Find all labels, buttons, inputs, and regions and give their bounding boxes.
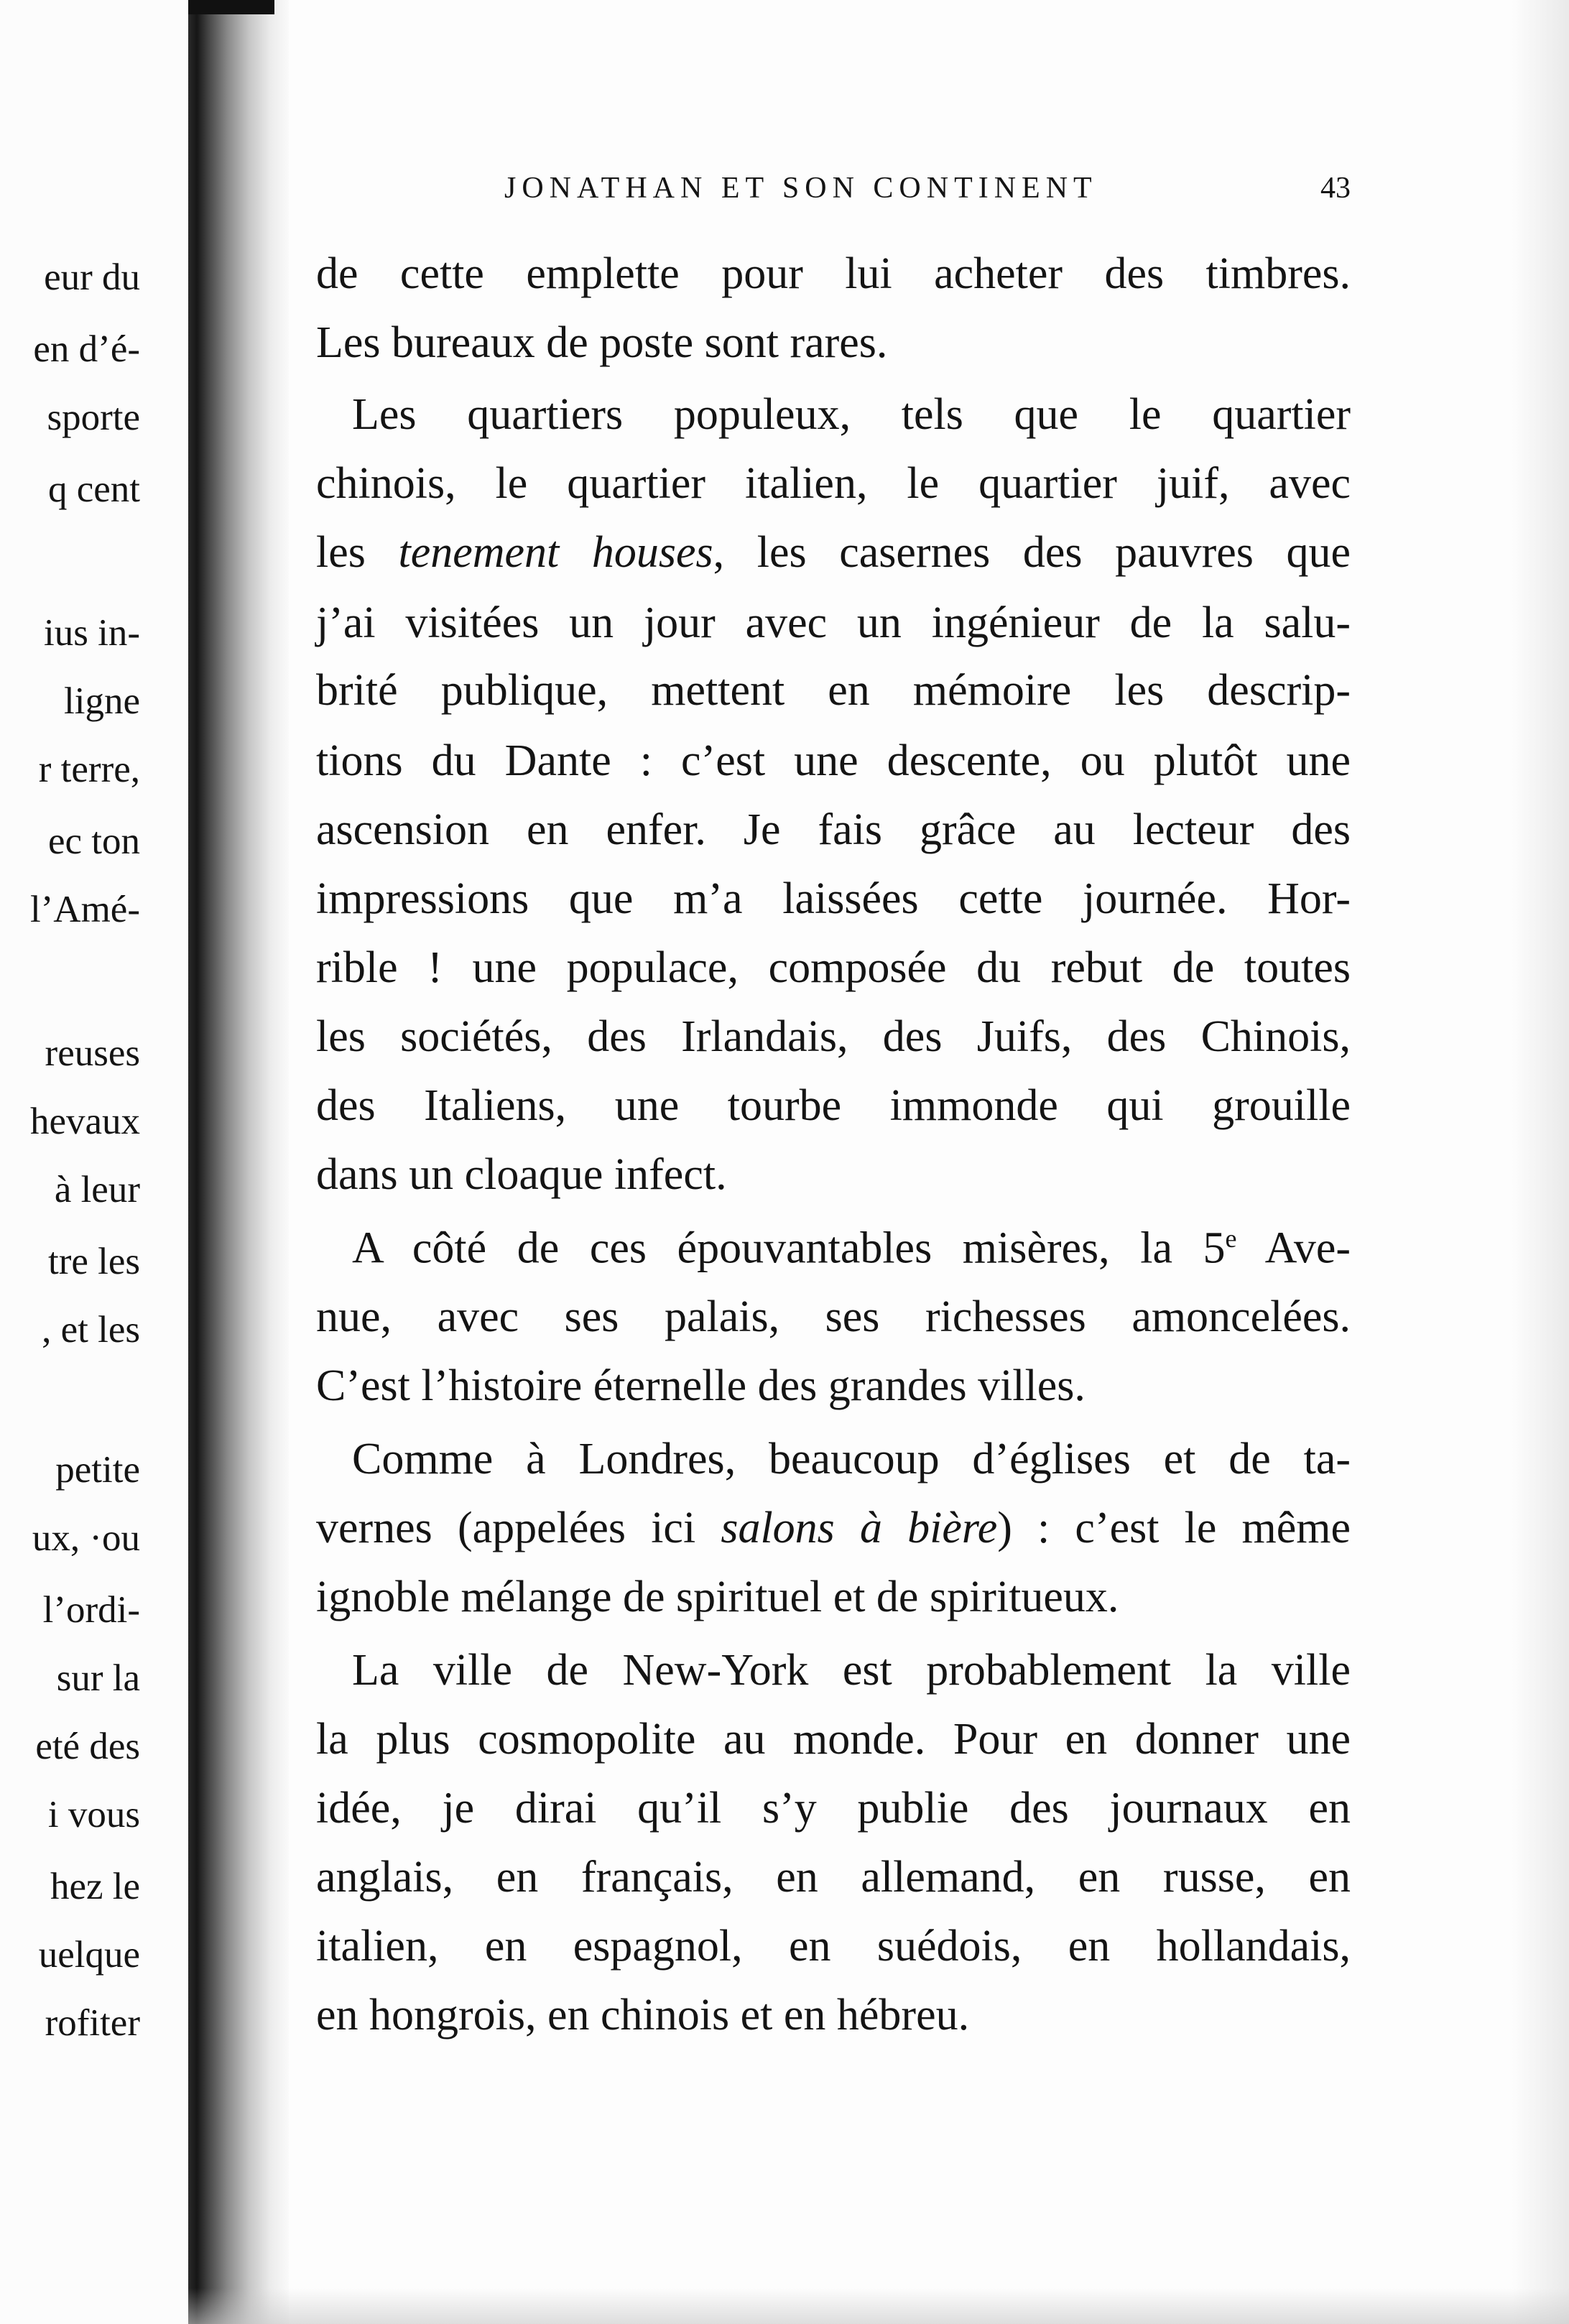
text-line: j’ai visitées un jour avec un ingénieur de la salu-: [316, 598, 1351, 647]
facing-page-line: hevaux: [29, 1101, 140, 1142]
facing-page-line: eur du: [44, 256, 140, 298]
text-line: vernes (appelées ici salons à bière) : c’est le même: [316, 1504, 1351, 1552]
text-line: La ville de New-York est probablement la ville: [352, 1646, 1351, 1695]
text-line: la plus cosmopolite au monde. Pour en donner une: [316, 1715, 1351, 1764]
facing-page-line: l’Amé-: [29, 889, 140, 930]
text-line: de cette emplette pour lui acheter des timbres.: [316, 249, 1351, 298]
facing-page-line: tre les: [47, 1241, 140, 1282]
facing-page-line: r terre,: [38, 749, 140, 790]
text-line: chinois, le quartier italien, le quartier juif, avec: [316, 459, 1351, 508]
facing-page-line: ec ton: [47, 820, 140, 862]
facing-page-line: ius in-: [44, 612, 140, 654]
page-number: 43: [1320, 172, 1351, 205]
text-line: italien, en espagnol, en suédois, en hollandais,: [316, 1922, 1351, 1971]
text-line: ascension en enfer. Je fais grâce au lecteur des: [316, 805, 1351, 854]
facing-page-line: , et les: [42, 1309, 140, 1351]
running-title: JONATHAN ET SON CONTINENT: [504, 172, 1098, 205]
text-line: rible ! une populace, composée du rebut de toutes: [316, 943, 1351, 992]
facing-page-line: petite: [55, 1449, 140, 1491]
facing-page-line: eté des: [35, 1726, 140, 1767]
facing-page-line: en d’é-: [33, 328, 140, 370]
gutter-top-edge: [188, 0, 274, 14]
text-line: impressions que m’a laissées cette journée. Hor-: [316, 874, 1351, 923]
text-line: Comme à Londres, beaucoup d’églises et de ta-: [352, 1435, 1351, 1483]
text-line: Les quartiers populeux, tels que le quartier: [352, 390, 1351, 439]
facing-page-line: à leur: [54, 1169, 140, 1210]
facing-page-fragment: [0, 0, 194, 2324]
text-line: anglais, en français, en allemand, en russe, en: [316, 1853, 1351, 1902]
page-edge-shade: [1512, 0, 1569, 2324]
facing-page-line: hez le: [50, 1866, 140, 1907]
facing-page-line: rofiter: [45, 2002, 140, 2044]
facing-page-line: uelque: [38, 1934, 140, 1976]
text-line: les sociétés, des Irlandais, des Juifs, des Chinois,: [316, 1012, 1351, 1061]
running-header: [316, 171, 1351, 214]
facing-page-line: ux, ·ou: [32, 1517, 140, 1559]
text-line: dans un cloaque infect.: [316, 1150, 727, 1199]
facing-page-line: ligne: [64, 680, 140, 722]
facing-page-line: i vous: [47, 1794, 140, 1835]
facing-page-line: l’ordi-: [42, 1589, 140, 1631]
page-bottom-shade: [188, 2288, 1569, 2324]
facing-page-line: sur la: [56, 1657, 140, 1699]
text-line: ignoble mélange de spirituel et de spiritueux.: [316, 1573, 1119, 1621]
text-line: nue, avec ses palais, ses richesses amoncelées.: [316, 1292, 1351, 1341]
text-line: A côté de ces épouvantables misères, la 5e Ave-: [352, 1223, 1351, 1273]
text-line: idée, je dirai qu’il s’y publie des journaux en: [316, 1784, 1351, 1833]
facing-page-line: sporte: [47, 397, 140, 438]
text-line: les tenement houses, les casernes des pauvres que: [316, 528, 1351, 577]
facing-page-line: reuses: [45, 1032, 140, 1074]
book-gutter-shadow: [188, 0, 289, 2324]
facing-page-line: q cent: [47, 468, 140, 510]
text-line: tions du Dante : c’est une descente, ou plutôt une: [316, 736, 1351, 785]
text-line: Les bureaux de poste sont rares.: [316, 318, 888, 367]
text-line: brité publique, mettent en mémoire les descrip-: [316, 666, 1351, 715]
text-line: en hongrois, en chinois et en hébreu.: [316, 1991, 970, 2040]
text-line: C’est l’histoire éternelle des grandes villes.: [316, 1361, 1086, 1410]
text-line: des Italiens, une tourbe immonde qui grouille: [316, 1081, 1351, 1130]
